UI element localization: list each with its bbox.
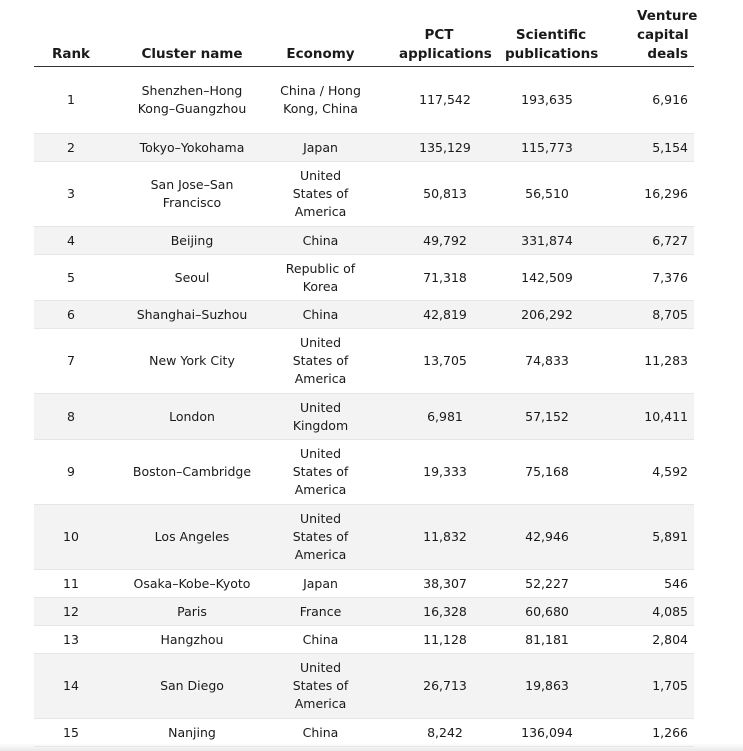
cell-pct-applications: 11,128: [365, 626, 497, 654]
cell-venture-capital-deals: 5,891: [597, 505, 694, 570]
cell-economy: United States of America: [276, 440, 365, 505]
cell-cluster-name: Shanghai–Suzhou: [108, 301, 276, 329]
cell-venture-capital-deals: 6,916: [597, 67, 694, 134]
header-cluster-name: Cluster name: [108, 4, 276, 67]
table-row: [34, 440, 694, 505]
cell-pct-applications: 13,705: [365, 329, 497, 394]
table-row: [34, 162, 694, 227]
cell-scientific-publications: 52,227: [497, 570, 597, 598]
cell-venture-capital-deals: 7,376: [597, 255, 694, 301]
cell-cluster-name: Beijing: [108, 227, 276, 255]
table-row: [34, 626, 694, 654]
cell-pct-applications: 117,542: [365, 67, 497, 134]
cell-scientific-publications: 42,946: [497, 505, 597, 570]
cell-rank: 6: [34, 301, 108, 329]
cell-scientific-publications: 136,094: [497, 719, 597, 747]
cell-cluster-name: Shenzhen–Hong Kong–Guangzhou: [108, 67, 276, 134]
cell-pct-applications: 19,333: [365, 440, 497, 505]
table-body: [34, 67, 694, 747]
cell-scientific-publications: 206,292: [497, 301, 597, 329]
cell-cluster-name: Boston–Cambridge: [108, 440, 276, 505]
cell-venture-capital-deals: 546: [597, 570, 694, 598]
cell-scientific-publications: 19,863: [497, 654, 597, 719]
cell-cluster-name: Tokyo–Yokohama: [108, 134, 276, 162]
table-row: [34, 227, 694, 255]
cell-scientific-publications: 56,510: [497, 162, 597, 227]
header-venture-capital-deals: Venture capital deals: [597, 4, 694, 67]
header-rank: Rank: [34, 4, 108, 67]
cell-venture-capital-deals: 8,705: [597, 301, 694, 329]
cell-pct-applications: 135,129: [365, 134, 497, 162]
cell-economy: United States of America: [276, 162, 365, 227]
cell-pct-applications: 38,307: [365, 570, 497, 598]
cell-cluster-name: Nanjing: [108, 719, 276, 747]
cell-venture-capital-deals: 1,705: [597, 654, 694, 719]
cell-scientific-publications: 74,833: [497, 329, 597, 394]
cell-rank: 5: [34, 255, 108, 301]
cell-rank: 14: [34, 654, 108, 719]
cell-economy: China: [276, 301, 365, 329]
cell-cluster-name: New York City: [108, 329, 276, 394]
table-row: [34, 394, 694, 440]
cell-rank: 10: [34, 505, 108, 570]
cell-cluster-name: Los Angeles: [108, 505, 276, 570]
cell-economy: China / Hong Kong, China: [276, 67, 365, 134]
cell-rank: 12: [34, 598, 108, 626]
cell-rank: 1: [34, 67, 108, 134]
cell-cluster-name: London: [108, 394, 276, 440]
cell-scientific-publications: 193,635: [497, 67, 597, 134]
table-row: [34, 654, 694, 719]
cell-rank: 13: [34, 626, 108, 654]
table-row: [34, 301, 694, 329]
cell-pct-applications: 16,328: [365, 598, 497, 626]
cell-economy: Japan: [276, 570, 365, 598]
table-row: [34, 505, 694, 570]
cell-venture-capital-deals: 16,296: [597, 162, 694, 227]
cell-rank: 3: [34, 162, 108, 227]
cell-pct-applications: 49,792: [365, 227, 497, 255]
cell-venture-capital-deals: 6,727: [597, 227, 694, 255]
cell-scientific-publications: 331,874: [497, 227, 597, 255]
table-row: [34, 329, 694, 394]
cell-venture-capital-deals: 1,266: [597, 719, 694, 747]
cell-scientific-publications: 57,152: [497, 394, 597, 440]
cell-venture-capital-deals: 5,154: [597, 134, 694, 162]
table-row: [34, 67, 694, 134]
cell-cluster-name: Paris: [108, 598, 276, 626]
cell-pct-applications: 11,832: [365, 505, 497, 570]
cell-scientific-publications: 142,509: [497, 255, 597, 301]
cell-cluster-name: San Jose–San Francisco: [108, 162, 276, 227]
cell-scientific-publications: 115,773: [497, 134, 597, 162]
cell-economy: Republic of Korea: [276, 255, 365, 301]
cell-economy: China: [276, 626, 365, 654]
cell-venture-capital-deals: 4,592: [597, 440, 694, 505]
cell-rank: 7: [34, 329, 108, 394]
cell-economy: France: [276, 598, 365, 626]
cell-rank: 2: [34, 134, 108, 162]
table-row: [34, 570, 694, 598]
cell-cluster-name: Seoul: [108, 255, 276, 301]
cell-economy: Japan: [276, 134, 365, 162]
table-row: [34, 598, 694, 626]
cell-economy: China: [276, 227, 365, 255]
cell-economy: China: [276, 719, 365, 747]
cell-rank: 11: [34, 570, 108, 598]
cell-venture-capital-deals: 11,283: [597, 329, 694, 394]
cell-scientific-publications: 60,680: [497, 598, 597, 626]
cell-pct-applications: 71,318: [365, 255, 497, 301]
cell-venture-capital-deals: 4,085: [597, 598, 694, 626]
cell-pct-applications: 26,713: [365, 654, 497, 719]
cell-rank: 9: [34, 440, 108, 505]
header-row: [34, 4, 694, 67]
table-header: [34, 4, 698, 67]
cell-scientific-publications: 75,168: [497, 440, 597, 505]
header-scientific-publications: Scientific publications: [497, 4, 597, 67]
header-pct-applications: PCT applications: [365, 4, 497, 67]
cell-venture-capital-deals: 10,411: [597, 394, 694, 440]
cell-pct-applications: 6,981: [365, 394, 497, 440]
cell-rank: 8: [34, 394, 108, 440]
cell-pct-applications: 8,242: [365, 719, 497, 747]
cell-pct-applications: 50,813: [365, 162, 497, 227]
cell-pct-applications: 42,819: [365, 301, 497, 329]
cell-rank: 15: [34, 719, 108, 747]
cell-scientific-publications: 81,181: [497, 626, 597, 654]
cell-cluster-name: Hangzhou: [108, 626, 276, 654]
cell-economy: United States of America: [276, 654, 365, 719]
cell-cluster-name: Osaka–Kobe–Kyoto: [108, 570, 276, 598]
cell-venture-capital-deals: 2,804: [597, 626, 694, 654]
cell-economy: United States of America: [276, 329, 365, 394]
cell-rank: 4: [34, 227, 108, 255]
cell-economy: United States of America: [276, 505, 365, 570]
bottom-fade: [0, 743, 743, 751]
header-economy: Economy: [276, 4, 365, 67]
cell-cluster-name: San Diego: [108, 654, 276, 719]
cell-economy: United Kingdom: [276, 394, 365, 440]
table-row: [34, 134, 694, 162]
table-row: [34, 255, 694, 301]
cluster-ranking-table: [34, 4, 698, 747]
